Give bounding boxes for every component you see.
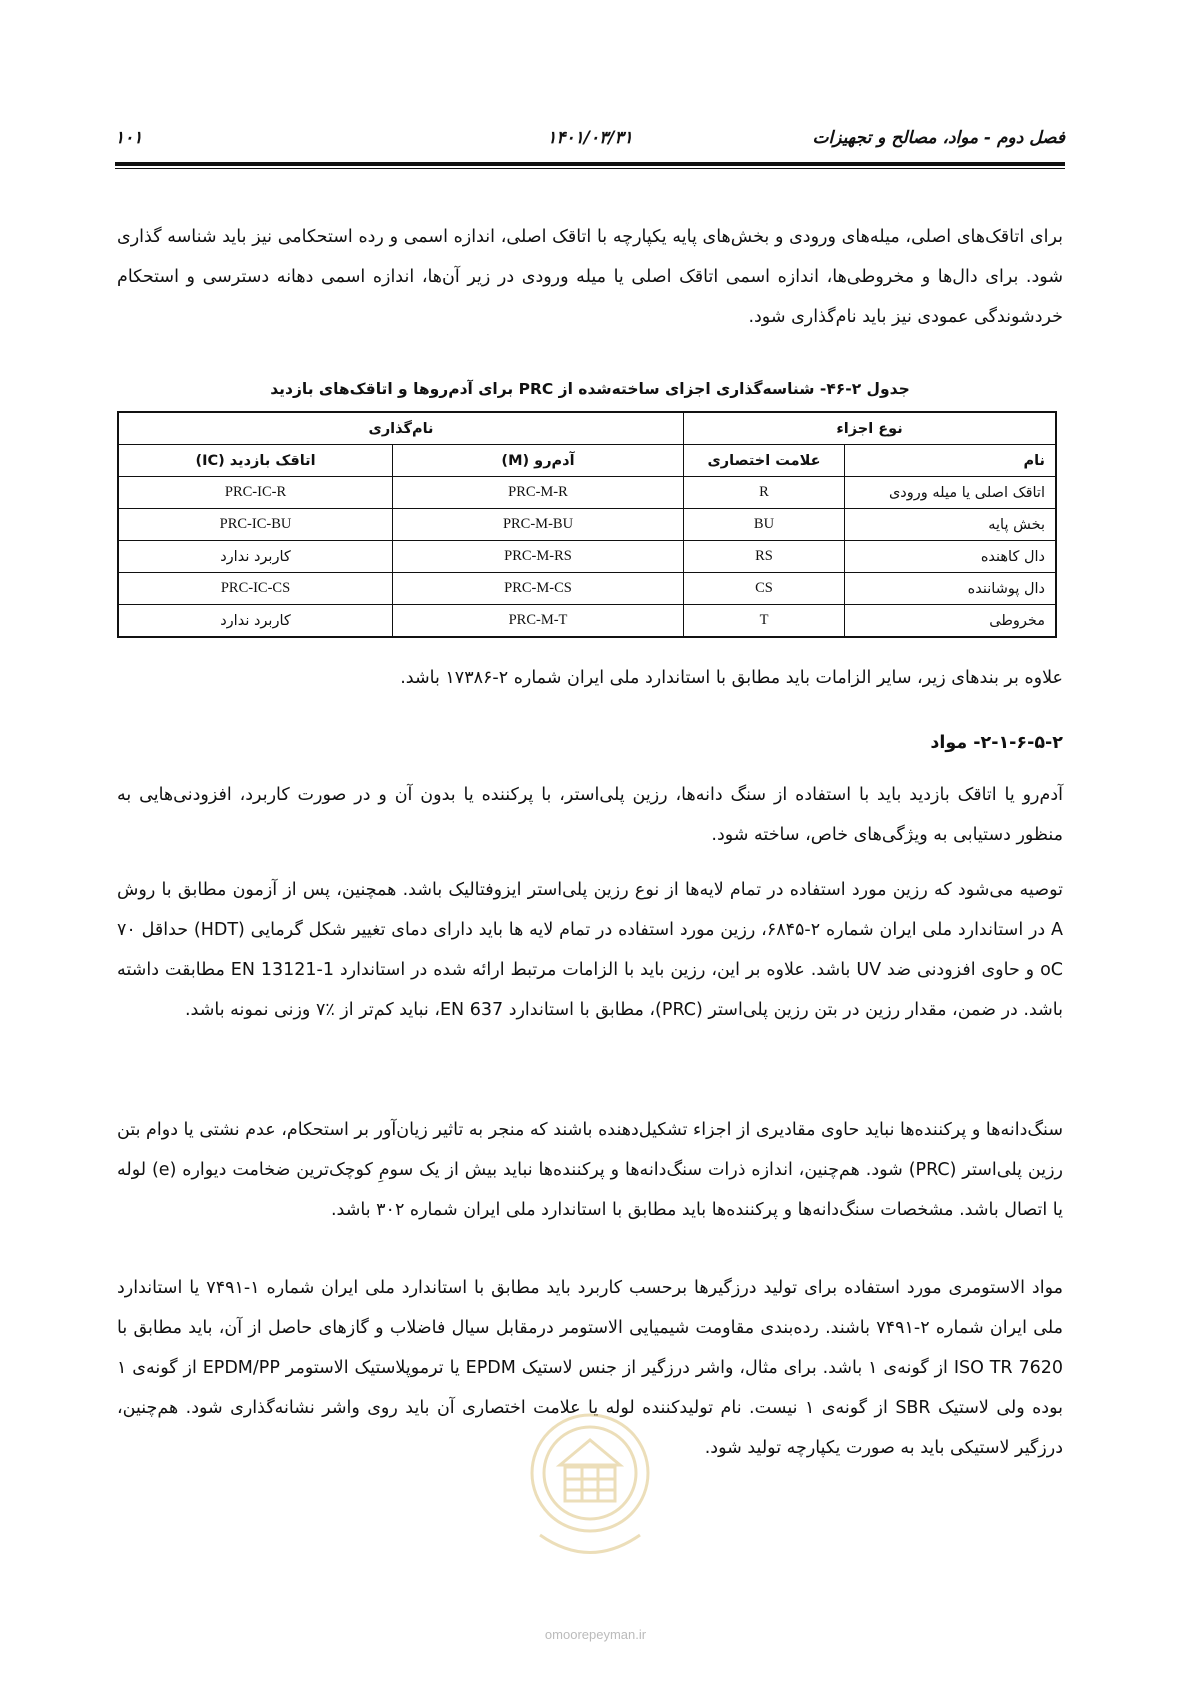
cell-manhole: PRC-M-RS bbox=[393, 541, 684, 573]
table-row bbox=[118, 509, 1056, 541]
cell-manhole: PRC-M-T bbox=[393, 605, 684, 638]
watermark-site: omoorepeyman.ir bbox=[544, 1627, 647, 1642]
cell-symbol: R bbox=[684, 477, 845, 509]
page-number: ۱۰۱ bbox=[115, 128, 143, 148]
chapter-title: فصل دوم - مواد، مصالح و تجهیزات bbox=[812, 128, 1065, 148]
cell-inspection: کاربرد ندارد bbox=[118, 541, 393, 573]
cell-name: بخش پایه bbox=[845, 509, 1057, 541]
cell-symbol: BU bbox=[684, 509, 845, 541]
body-paragraph: توصیه می‌شود که رزین مورد استفاده در تمام لایه‌ها از نوع رزین پلی‌استر ایزوفتالیک باشد. همچنین، پس از آزمون مطابق با روش A در استاندارد ملی ایران شماره ۲-۶۸۴۵، رزین مورد استفاده در تمام لایه ها باید دارای دمای تغییر شکل گرمایی (HDT) حداقل ۷۰ oC و حاوی افزودنی ضد UV باشد. علاوه بر این، رزین باید با الزامات مرتبط ارائه شده در استاندارد EN 13121-1 مطابقت داشته باشد. در ضمن، مقدار رزین در بتن رزین پلی‌استر (PRC)، مطابق با استاندارد EN 637، نباید کم‌تر از ٪۷ وزنی نمونه باشد. bbox=[117, 880, 1063, 1020]
cell-inspection: PRC-IC-BU bbox=[118, 509, 393, 541]
intro-paragraph: برای اتاقک‌های اصلی، میله‌های ورودی و بخش‌های پایه یکپارچه با اتاقک اصلی، اندازه اسمی و رده استحکامی نیز باید شناسه گذاری شود. برای دال‌ها و مخروطی‌ها، اندازه اسمی اتاقک اصلی یا میله ورودی در زیر آن‌ها، اندازه اسمی دهانه دسترسی و استحکام خردشوندگی عمودی نیز باید نام‌گذاری شود. bbox=[117, 227, 1063, 327]
col-header-symbol: علامت اختصاری bbox=[684, 445, 845, 477]
table-caption: جدول ۲-۴۶- شناسه‌گذاری اجزای ساخته‌شده از PRC برای آدم‌روها و اتاقک‌های بازدید bbox=[270, 380, 910, 398]
body-paragraph: سنگ‌دانه‌ها و پرکننده‌ها نباید حاوی مقادیری از اجزاء تشکیل‌دهنده باشند که منجر به تاثیر زیان‌آور بر استحکام، عدم نشتی یا دوام بتن رزین پلی‌استر (PRC) شود. هم‌چنین، اندازه ذرات سنگ‌دانه‌ها و پرکننده‌ها نباید بیش از یک سومِ کوچک‌ترین ضخامت دیواره (e) لوله یا اتصال باشد. مشخصات سنگ‌دانه‌ها و پرکننده‌ها باید مطابق با استاندارد ملی ایران شماره ۳۰۲ باشد. bbox=[117, 1120, 1063, 1220]
table-group-header-row bbox=[118, 412, 1056, 445]
after-table-paragraph: علاوه بر بندهای زیر، سایر الزامات باید مطابق با استاندارد ملی ایران شماره ۲-۱۷۳۸۶ باشد. bbox=[400, 668, 1063, 688]
col-header-manhole: آدم‌رو (M) bbox=[393, 445, 684, 477]
cell-manhole: PRC-M-R bbox=[393, 477, 684, 509]
cell-name: دال کاهنده bbox=[845, 541, 1057, 573]
col-header-name: نام bbox=[845, 445, 1057, 477]
cell-symbol: RS bbox=[684, 541, 845, 573]
cell-symbol: T bbox=[684, 605, 845, 638]
section-heading: ۲-۱-۶-۵-۲- مواد bbox=[930, 733, 1063, 753]
cell-inspection: PRC-IC-CS bbox=[118, 573, 393, 605]
table-column-header-row bbox=[118, 445, 1056, 477]
cell-manhole: PRC-M-BU bbox=[393, 509, 684, 541]
header-rule-thick bbox=[115, 162, 1065, 166]
table-row bbox=[118, 605, 1056, 638]
cell-name: مخروطی bbox=[845, 605, 1057, 638]
cell-symbol: CS bbox=[684, 573, 845, 605]
table-row bbox=[118, 477, 1056, 509]
cell-inspection: کاربرد ندارد bbox=[118, 605, 393, 638]
table-row bbox=[118, 573, 1056, 605]
body-paragraph: مواد الاستومری مورد استفاده برای تولید درزگیرها برحسب کاربرد باید مطابق با استاندارد ملی ایران شماره ۱-۷۴۹۱ یا استاندارد ملی ایران شماره ۲-۷۴۹۱ باشند. رده‌بندی مقاومت شیمیایی الاستومر درمقابل سیال فاضلاب و گازهای حاصل از آن، باید مطابق با ISO TR 7620 از گونه‌ی ۱ باشد. برای مثال، واشر درزگیر از جنس لاستیک EPDM یا ترموپلاستیک الاستومر EPDM/PP از گونه‌ی ۱ بوده ولی لاستیک SBR از گونه‌ی ۱ نیست. نام تولیدکننده لوله یا علامت اختصاری آن باید روی واشر نشانه‌گذاری شود. هم‌چنین، درزگیر لاستیکی باید به صورت یکپارچه تولید شود. bbox=[117, 1278, 1064, 1458]
page-header bbox=[115, 128, 1065, 158]
cell-inspection: PRC-IC-R bbox=[118, 477, 393, 509]
header-date: ۱۴۰۱/۰۳/۳۱ bbox=[547, 128, 633, 148]
header-rule-thin bbox=[115, 168, 1065, 169]
group-header-designation: نام‌گذاری bbox=[118, 412, 684, 445]
cell-manhole: PRC-M-CS bbox=[393, 573, 684, 605]
group-header-component-type: نوع اجزاء bbox=[684, 412, 1057, 445]
cell-name: دال پوشاننده bbox=[845, 573, 1057, 605]
col-header-inspection: اتاقک بازدید (IC) bbox=[118, 445, 393, 477]
body-paragraph: آدم‌رو یا اتاقک بازدید باید با استفاده از سنگ دانه‌ها، رزین پلی‌استر، با پرکننده یا بدون آن و در صورت کاربرد، افزودنی‌هایی به منظور دستیابی به ویژگی‌های خاص، ساخته شود. bbox=[117, 785, 1063, 845]
watermark-logo bbox=[510, 1395, 670, 1585]
designation-table bbox=[117, 411, 1057, 638]
table-row bbox=[118, 541, 1056, 573]
cell-name: اتاقک اصلی یا میله ورودی bbox=[845, 477, 1057, 509]
